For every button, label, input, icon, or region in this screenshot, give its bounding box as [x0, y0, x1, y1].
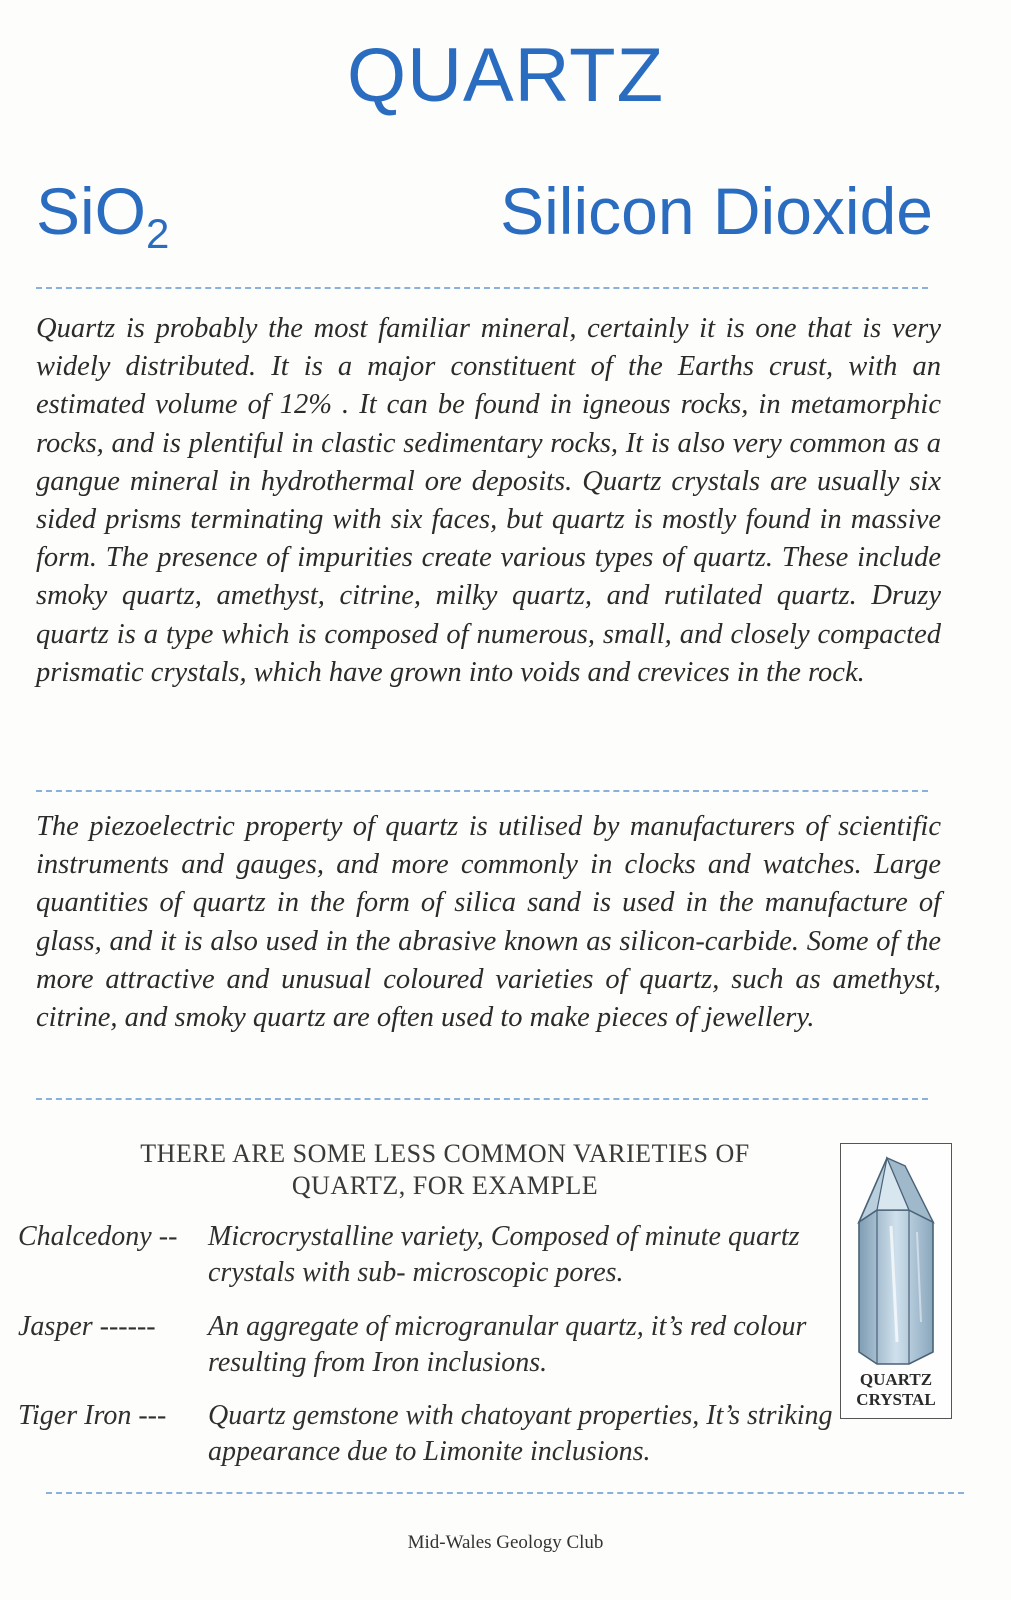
divider-lower — [36, 1098, 928, 1100]
quartz-crystal-illustration — [840, 1143, 952, 1419]
variety-description: Microcrystalline variety, Composed of minute quartz crystals with sub- microscopic pores. — [208, 1221, 800, 1288]
crystal-caption-line1: QUARTZ — [859, 1370, 933, 1389]
variety-tiger-iron — [18, 1398, 838, 1472]
formula-subscript: 2 — [146, 210, 170, 257]
varieties-heading-line2: QUARTZ, FOR EXAMPLE — [291, 1171, 599, 1200]
formula-base: SiO — [36, 174, 147, 248]
variety-term: Jasper ------ — [18, 1311, 156, 1342]
crystal-caption — [841, 1370, 951, 1410]
uses-paragraph: The piezoelectric property of quartz is utilised by manufacturers of scientific instruments and gauges, and more commonly in clocks and watches. Large quantities of quartz in the form of silica sand is used in the manufacture of glass, and it is also used in the abrasive known as silicon-carbide. Some of the more attractive and unusual coloured varieties of quartz, such as amethyst, citrine, and smoky quartz are often used to make pieces of jewellery. — [36, 811, 941, 1034]
variety-description: An aggregate of microgranular quartz, it’s red colour resulting from Iron inclusions. — [208, 1311, 807, 1378]
variety-chalcedony — [18, 1219, 838, 1293]
variety-term: Chalcedony -- — [18, 1221, 178, 1252]
variety-description: Quartz gemstone with chatoyant properties, It’s striking appearance due to Limonite inclusions. — [208, 1400, 833, 1467]
divider-middle — [36, 790, 928, 792]
chemical-formula — [36, 174, 170, 257]
divider-bottom — [46, 1492, 964, 1494]
variety-jasper — [18, 1309, 838, 1383]
divider-top — [36, 287, 928, 289]
chemical-name: Silicon Dioxide — [500, 174, 933, 248]
varieties-heading — [100, 1138, 790, 1202]
quartz-crystal-icon — [847, 1152, 945, 1368]
varieties-heading-line1: THERE ARE SOME LESS COMMON VARIETIES OF — [140, 1139, 750, 1168]
intro-paragraph: Quartz is probably the most familiar mineral, certainly it is one that is very widely distributed. It is a major constituent of the Earths crust, with an estimated volume of 12% . It can be found in igneous rocks, in metamorphic rocks, and is plentiful in clastic sedimentary rocks, It is also very common as a gangue mineral in hydrothermal ore deposits. Quartz crystals are usually six sided prisms terminating with six faces, but quartz is mostly found in massive form. The presence of impurities create various types of quartz. These include smoky quartz, amethyst, citrine, milky quartz, and rutilated quartz. Druzy quartz is a type which is composed of numerous, small, and closely compacted prismatic crystals, which have grown into voids and crevices in the rock. — [36, 313, 941, 688]
crystal-caption-line2: CRYSTAL — [856, 1390, 936, 1409]
footer-organization: Mid-Wales Geology Club — [407, 1532, 604, 1553]
variety-term: Tiger Iron --- — [18, 1400, 167, 1431]
page-title: QUARTZ — [346, 33, 665, 118]
